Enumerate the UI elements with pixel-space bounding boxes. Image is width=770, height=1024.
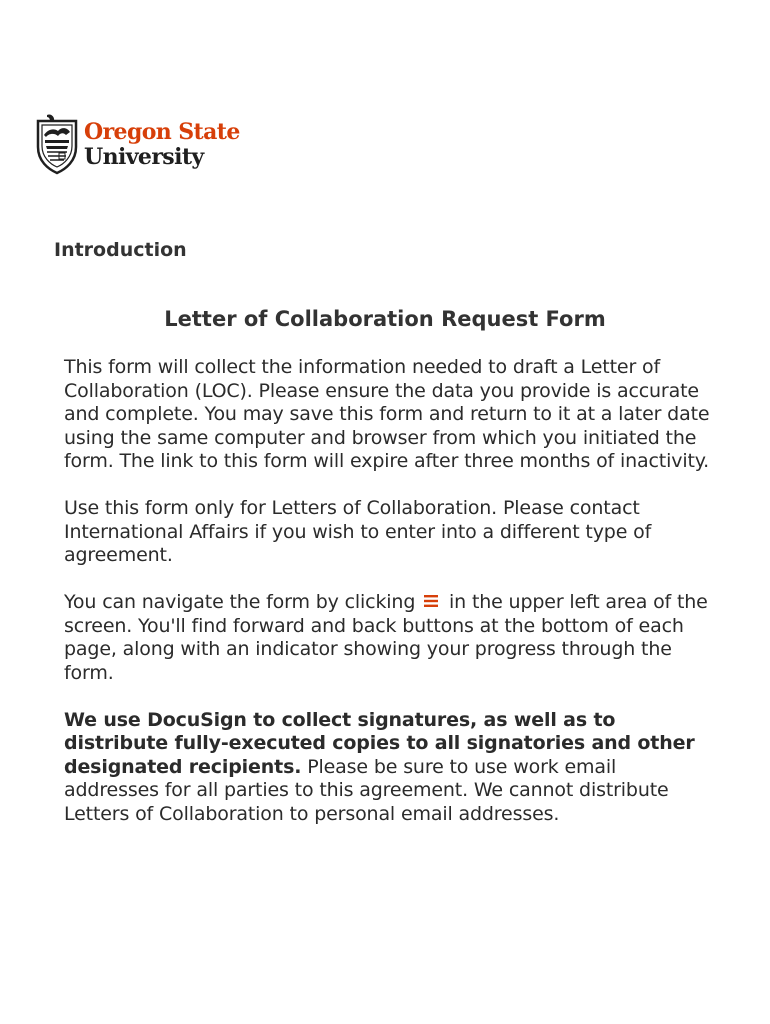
university-logo [34, 113, 240, 177]
form-title: Letter of Collaboration Request Form [164, 307, 606, 331]
logo-wordmark [84, 120, 240, 170]
navigation-text-after: in the upper left area of the screen. You'll find forward and back buttons at the bottom of each page, along with an indicator showing your progress through the form. [64, 591, 708, 684]
logo-line-university: University [84, 144, 204, 170]
logo-line-oregon-state: Oregon State [84, 119, 240, 145]
intro-paragraph-2: Use this form only for Letters of Collaboration. Please contact International Affairs if you wish to enter into a different type of agreement. [64, 497, 652, 566]
email-notice: Please be sure to use work email addresses for all parties to this agreement. We cannot distribute Letters of Collaboration to personal email addresses. [64, 755, 669, 825]
shield-logo-icon [34, 113, 80, 175]
intro-paragraph-4 [64, 709, 714, 827]
navigation-text-before: You can navigate the form by clicking [64, 591, 416, 613]
section-heading: Introduction [54, 239, 187, 261]
intro-paragraph-1: This form will collect the information needed to draft a Letter of Collaboration (LOC). Please ensure the data you provide is accurate and complete. You may save this form and return to it at a later date using the same computer and browser from which you initiated the form. The link to this form will expire after three months of inactivity. [64, 356, 710, 472]
docusign-notice: We use DocuSign to collect signatures, as well as to distribute fully-executed copies to all signatories and other designated recipients. [64, 708, 695, 778]
intro-paragraph-3 [64, 591, 714, 685]
intro-content [64, 356, 714, 850]
menu-icon [424, 594, 438, 608]
